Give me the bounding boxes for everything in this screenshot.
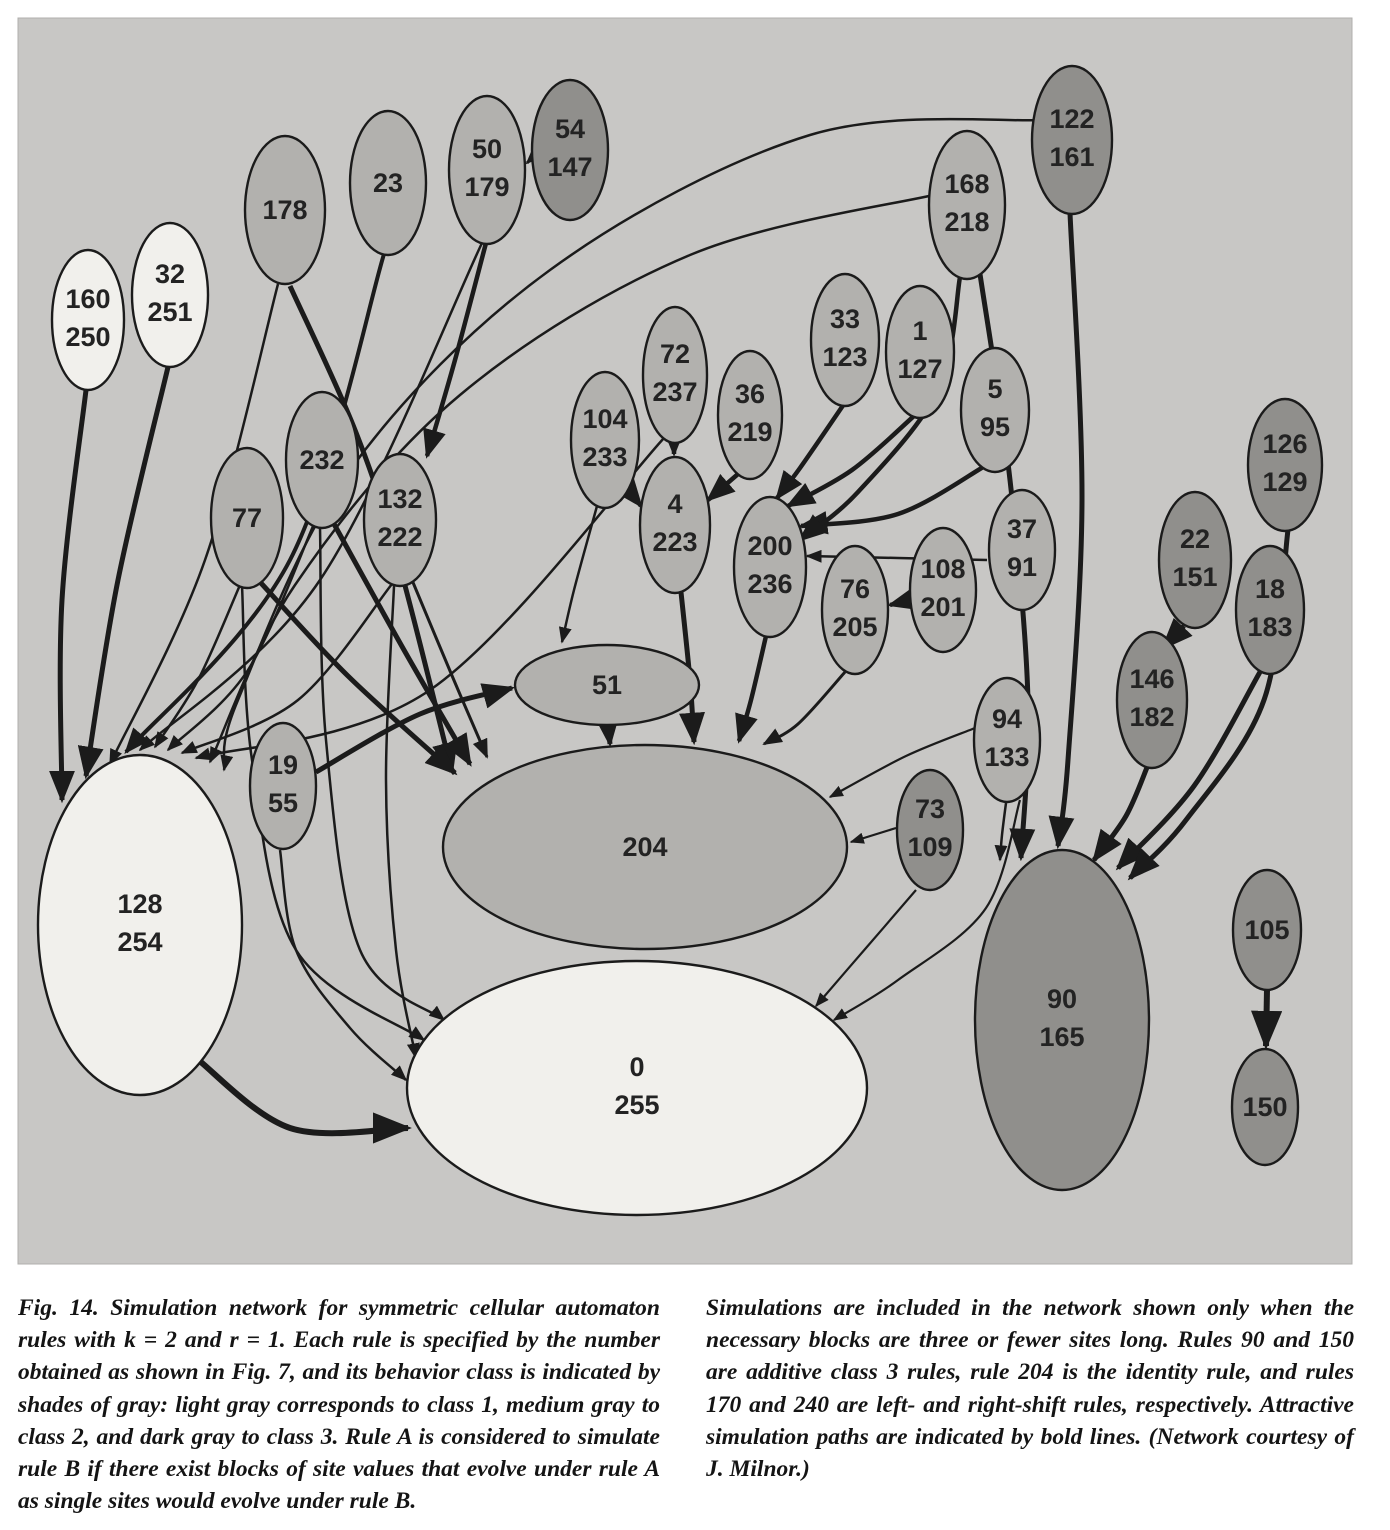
node-4-223 xyxy=(640,457,710,593)
node-ellipse-90-165 xyxy=(975,850,1149,1190)
node-19-55 xyxy=(250,723,316,849)
node-72-237 xyxy=(643,307,707,443)
node-23 xyxy=(350,111,426,255)
node-ellipse-50-179 xyxy=(449,96,525,244)
node-54-147 xyxy=(532,80,608,220)
node-ellipse-128-254 xyxy=(38,755,242,1095)
node-ellipse-22-151 xyxy=(1159,492,1231,628)
node-200-236 xyxy=(734,497,806,637)
node-50-179 xyxy=(449,96,525,244)
node-104-233 xyxy=(571,372,639,508)
node-ellipse-19-55 xyxy=(250,723,316,849)
node-0-255 xyxy=(407,961,867,1215)
node-ellipse-54-147 xyxy=(532,80,608,220)
node-label-33-123: 33 123 xyxy=(822,304,868,372)
node-18-183 xyxy=(1236,546,1304,674)
node-ellipse-18-183 xyxy=(1236,546,1304,674)
node-ellipse-168-218 xyxy=(929,131,1005,279)
node-77 xyxy=(211,448,283,588)
node-label-50-179: 50 179 xyxy=(464,134,510,202)
node-90-165 xyxy=(975,850,1149,1190)
node-label-122-161: 122 161 xyxy=(1049,104,1095,172)
node-51 xyxy=(515,645,699,725)
node-label-178: 178 xyxy=(262,195,308,225)
node-ellipse-160-250 xyxy=(52,250,124,390)
edge-51-to-204 xyxy=(608,725,610,744)
node-108-201 xyxy=(910,528,976,652)
node-1-127 xyxy=(886,286,954,418)
node-5-95 xyxy=(961,348,1029,472)
node-22-151 xyxy=(1159,492,1231,628)
node-label-22-151: 22 151 xyxy=(1172,524,1218,592)
node-ellipse-104-233 xyxy=(571,372,639,508)
node-126-129 xyxy=(1248,399,1322,531)
node-label-36-219: 36 219 xyxy=(727,379,773,447)
caption-left-column: Fig. 14. Simulation network for symmetric cellular automaton rules with k = 2 and r = 1. Each rule is specified by the number obtained as shown in Fig. 7, and its behavior class is indicated by shades of gray: light gray corresponds to class 1, medium gray to class 2, and dark gray to class 3. Rule A is considered to simulate rule B if there exist blocks of site values that evolve under rule A as single sites would evolve under rule B. xyxy=(18,1295,660,1515)
node-150 xyxy=(1232,1049,1298,1165)
node-ellipse-1-127 xyxy=(886,286,954,418)
node-label-146-182: 146 182 xyxy=(1129,664,1175,732)
node-73-109 xyxy=(897,770,963,890)
node-32-251 xyxy=(132,223,208,367)
node-232 xyxy=(286,392,358,528)
node-ellipse-4-223 xyxy=(640,457,710,593)
caption-right-column: Simulations are included in the network shown only when the necessary blocks are three or fewer sites long. Rules 90 and 150 are additive class 3 rules, rule 204 is the identity rule, and rules 170 and 240 are left- and right-shift rules, respectively. Attractive simulation paths are indicated by bold lines. (Network courtesy of J. Milnor.) xyxy=(706,1295,1354,1482)
node-ellipse-126-129 xyxy=(1248,399,1322,531)
node-ellipse-72-237 xyxy=(643,307,707,443)
node-128-254 xyxy=(38,755,242,1095)
node-label-76-205: 76 205 xyxy=(832,574,878,642)
node-ellipse-73-109 xyxy=(897,770,963,890)
node-label-73-109: 73 109 xyxy=(907,794,953,862)
node-ellipse-146-182 xyxy=(1117,632,1187,768)
node-label-23: 23 xyxy=(372,168,404,198)
node-ellipse-0-255 xyxy=(407,961,867,1215)
node-ellipse-200-236 xyxy=(734,497,806,637)
node-label-18-183: 18 183 xyxy=(1247,574,1293,642)
node-label-90-165: 90 165 xyxy=(1039,984,1085,1052)
node-ellipse-76-205 xyxy=(822,546,888,674)
node-ellipse-37-91 xyxy=(989,490,1055,610)
node-178 xyxy=(245,136,325,284)
node-36-219 xyxy=(718,351,782,479)
node-label-108-201: 108 201 xyxy=(920,554,966,622)
node-label-37-91: 37 91 xyxy=(1006,514,1038,582)
node-label-132-222: 132 222 xyxy=(377,484,423,552)
node-160-250 xyxy=(52,250,124,390)
node-label-4-223: 4 223 xyxy=(652,489,698,557)
node-ellipse-122-161 xyxy=(1032,66,1112,214)
node-label-77: 77 xyxy=(231,503,263,533)
node-label-128-254: 128 254 xyxy=(117,889,163,957)
node-146-182 xyxy=(1117,632,1187,768)
node-label-1-127: 1 127 xyxy=(897,316,943,384)
node-label-160-250: 160 250 xyxy=(65,284,111,352)
node-label-232: 232 xyxy=(299,445,345,475)
node-ellipse-108-201 xyxy=(910,528,976,652)
node-label-0-255: 0 255 xyxy=(614,1052,660,1120)
node-label-104-233: 104 233 xyxy=(582,404,628,472)
node-label-5-95: 5 95 xyxy=(979,374,1011,442)
node-ellipse-32-251 xyxy=(132,223,208,367)
node-ellipse-132-222 xyxy=(364,454,436,586)
node-168-218 xyxy=(929,131,1005,279)
node-94-133 xyxy=(974,678,1040,802)
node-105 xyxy=(1233,870,1301,990)
node-label-54-147: 54 147 xyxy=(547,114,593,182)
node-label-32-251: 32 251 xyxy=(147,259,193,327)
edge-105-to-150 xyxy=(1266,989,1267,1046)
node-ellipse-5-95 xyxy=(961,348,1029,472)
node-76-205 xyxy=(822,546,888,674)
node-ellipse-33-123 xyxy=(811,274,879,406)
node-label-94-133: 94 133 xyxy=(984,704,1030,772)
node-204 xyxy=(443,745,847,949)
node-label-72-237: 72 237 xyxy=(652,339,698,407)
node-ellipse-94-133 xyxy=(974,678,1040,802)
node-label-204: 204 xyxy=(622,832,668,862)
node-label-126-129: 126 129 xyxy=(1262,429,1308,497)
node-ellipse-36-219 xyxy=(718,351,782,479)
node-label-19-55: 19 55 xyxy=(267,750,299,818)
node-122-161 xyxy=(1032,66,1112,214)
node-33-123 xyxy=(811,274,879,406)
node-label-51: 51 xyxy=(591,670,623,700)
node-label-168-218: 168 218 xyxy=(944,169,990,237)
node-132-222 xyxy=(364,454,436,586)
node-label-150: 150 xyxy=(1242,1092,1288,1122)
node-37-91 xyxy=(989,490,1055,610)
node-label-200-236: 200 236 xyxy=(747,531,793,599)
node-label-105: 105 xyxy=(1244,915,1290,945)
